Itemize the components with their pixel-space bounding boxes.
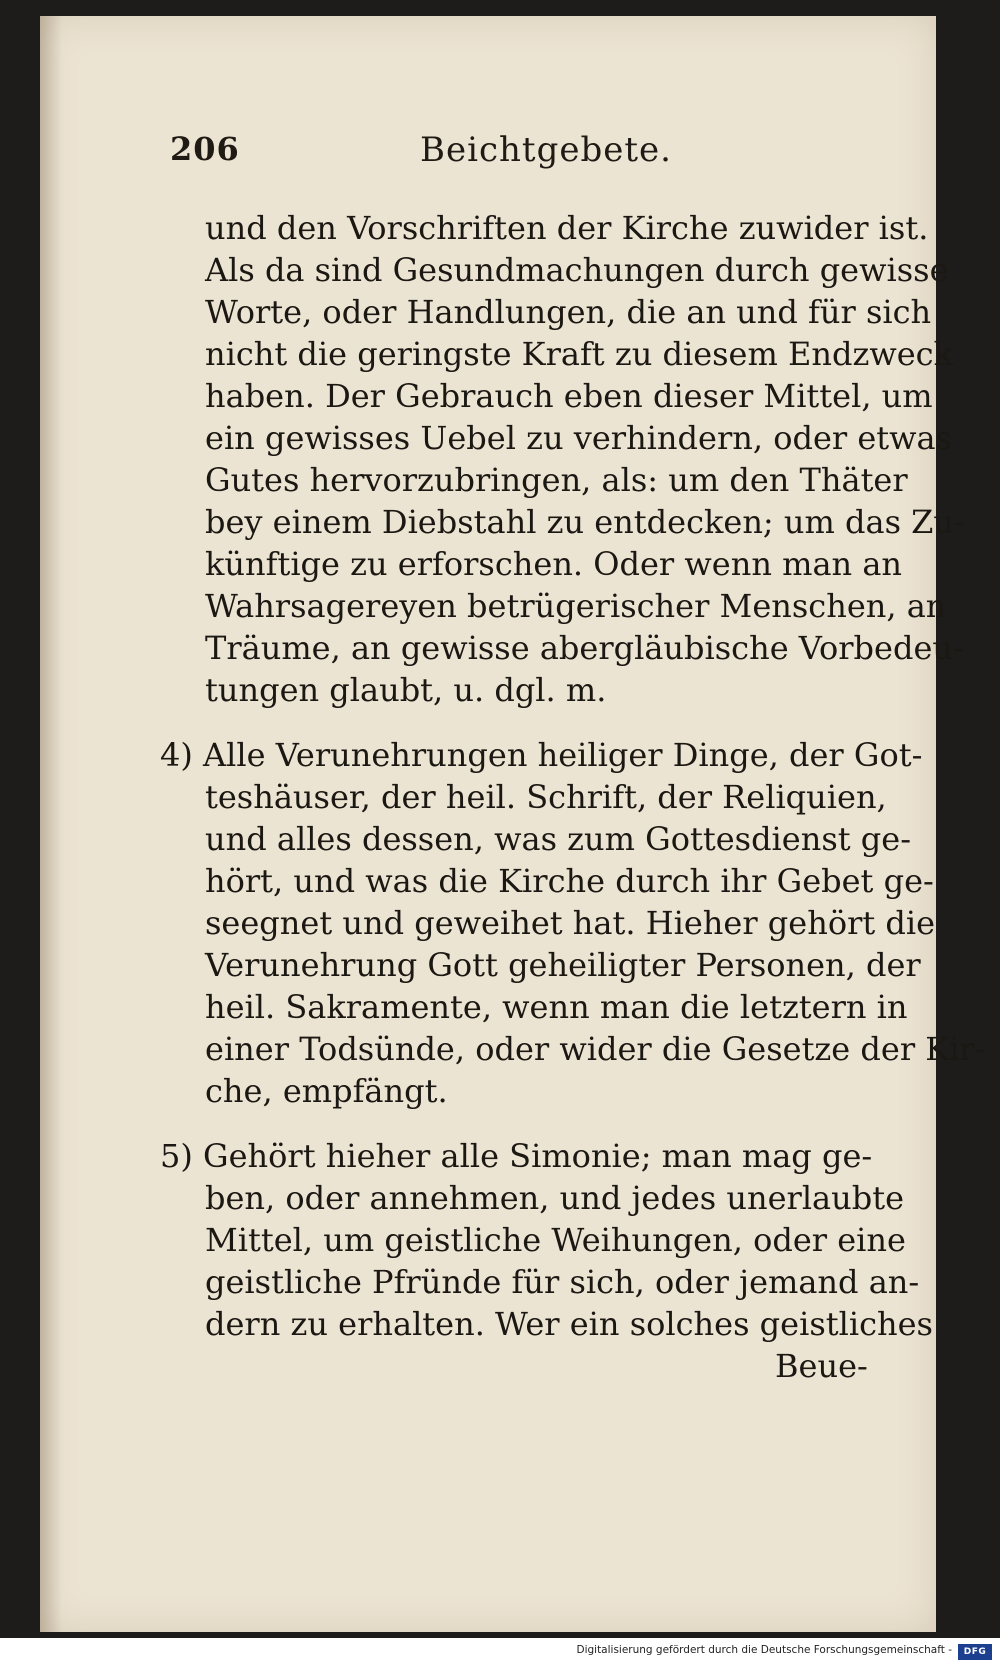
page-number: 206 (170, 130, 240, 168)
text-line: Als da sind Gesundmachungen durch gewisse (205, 251, 949, 289)
text-line: ein gewisses Uebel zu verhindern, oder etwas (205, 419, 953, 457)
text-line: ben, oder annehmen, und jedes unerlaubte (205, 1179, 905, 1217)
text-line: seegnet und geweihet hat. Hieher gehört die (205, 904, 936, 942)
text-line: tungen glaubt, u. dgl. m. (205, 671, 607, 709)
text-line: 4) Alle Verunehrungen heiliger Dinge, der Got- (160, 736, 923, 774)
running-head (170, 130, 870, 180)
text-line: nicht die geringste Kraft zu diesem Endzweck (205, 335, 953, 373)
text-line: Mittel, um geistliche Weihungen, oder eine (205, 1221, 906, 1259)
footer-credit: Digitalisierung gefördert durch die Deutsche Forschungsgemeinschaft - (576, 1644, 952, 1656)
text-line: und alles dessen, was zum Gottesdienst ge- (205, 820, 912, 858)
text-line: einer Todsünde, oder wider die Gesetze der Kir- (205, 1030, 986, 1068)
text-line: bey einem Diebstahl zu entdecken; um das Zu- (205, 503, 965, 541)
text-line: che, empfängt. (205, 1072, 448, 1110)
running-title: Beichtgebete. (420, 130, 672, 170)
text-line: Beue- (775, 1347, 868, 1385)
digitization-footer (0, 1638, 1000, 1668)
dfg-logo: DFG (958, 1644, 992, 1660)
text-line: hört, und was die Kirche durch ihr Gebet ge- (205, 862, 934, 900)
text-line: heil. Sakramente, wenn man die letztern in (205, 988, 908, 1026)
text-line: Verunehrung Gott geheiligter Personen, der (205, 946, 921, 984)
text-line: haben. Der Gebrauch eben dieser Mittel, um (205, 377, 933, 415)
text-line: Gutes hervorzubringen, als: um den Thäter (205, 461, 908, 499)
page-spine-shadow (40, 16, 62, 1632)
text-line: und den Vorschriften der Kirche zuwider ist. (205, 209, 929, 247)
text-line: Worte, oder Handlungen, die an und für sich (205, 293, 932, 331)
text-line: künftige zu erforschen. Oder wenn man an (205, 545, 902, 583)
text-line: 5) Gehört hieher alle Simonie; man mag ge- (160, 1137, 873, 1175)
text-line: dern zu erhalten. Wer ein solches geistliches (205, 1305, 933, 1343)
text-line: Wahrsagereyen betrügerischer Menschen, an (205, 587, 947, 625)
text-line: Träume, an gewisse abergläubische Vorbedeu- (205, 629, 964, 667)
text-line: geistliche Pfründe für sich, oder jemand an- (205, 1263, 920, 1301)
text-line: teshäuser, der heil. Schrift, der Reliquien, (205, 778, 887, 816)
